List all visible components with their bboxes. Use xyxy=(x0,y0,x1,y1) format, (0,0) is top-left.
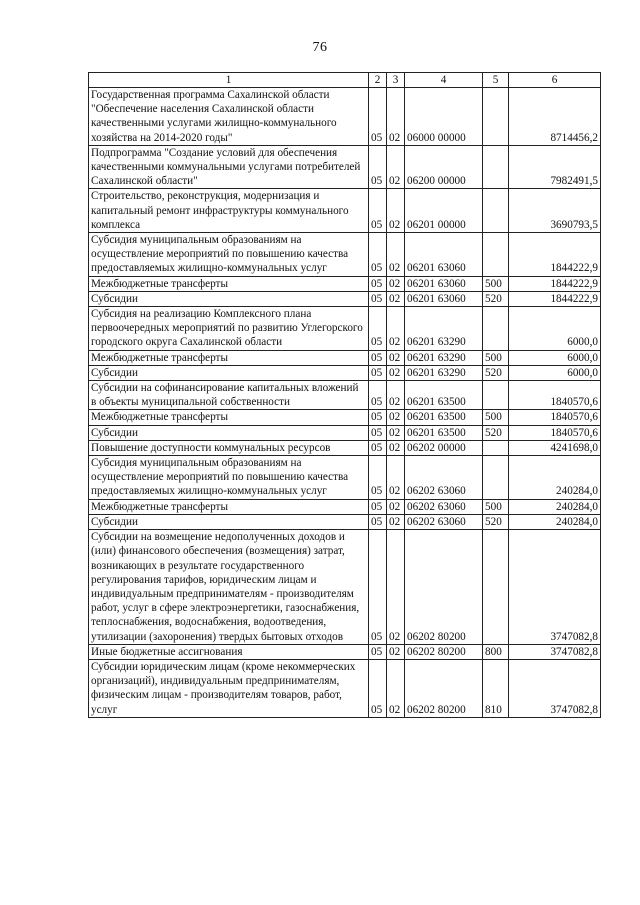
row-subsection-cell: 02 xyxy=(387,189,405,233)
table-row xyxy=(89,659,601,717)
table-row xyxy=(89,291,601,306)
row-subsection-cell: 02 xyxy=(387,499,405,514)
budget-table xyxy=(88,72,601,718)
row-name-cell: Государственная программа Сахалинской области "Обеспечение населения Сахалинской области качественными услугами жилищно-коммунального хозяйства на 2014-2020 годы" xyxy=(89,88,369,146)
row-name-cell: Подпрограмма "Создание условий для обеспечения качественными коммунальными услугами потребителей Сахалинской области" xyxy=(89,145,369,189)
row-expense-type-cell xyxy=(483,88,509,146)
row-name-cell: Строительство, реконструкция, модернизация и капитальный ремонт инфраструктуры коммунального комплекса xyxy=(89,189,369,233)
row-section-cell: 05 xyxy=(369,189,387,233)
table-row xyxy=(89,307,601,351)
row-section-cell: 05 xyxy=(369,291,387,306)
row-section-cell: 05 xyxy=(369,381,387,410)
header-row xyxy=(89,73,601,88)
header-col-3: 3 xyxy=(387,73,405,88)
row-section-cell: 05 xyxy=(369,514,387,529)
table-row xyxy=(89,381,601,410)
row-subsection-cell: 02 xyxy=(387,350,405,365)
row-amount-cell: 240284,0 xyxy=(509,456,601,500)
row-target-article-cell: 06200 00000 xyxy=(405,145,483,189)
table-row xyxy=(89,456,601,500)
row-subsection-cell: 02 xyxy=(387,233,405,277)
row-subsection-cell: 02 xyxy=(387,307,405,351)
row-subsection-cell: 02 xyxy=(387,276,405,291)
page-number: 76 xyxy=(312,40,328,55)
table-row xyxy=(89,350,601,365)
row-expense-type-cell: 520 xyxy=(483,425,509,440)
header-col-4: 4 xyxy=(405,73,483,88)
row-target-article-cell: 06000 00000 xyxy=(405,88,483,146)
row-expense-type-cell xyxy=(483,456,509,500)
row-section-cell: 05 xyxy=(369,145,387,189)
row-name-cell: Субсидия на реализацию Комплексного плана первоочередных мероприятий по развитию Углегорского городского округа Сахалинской области xyxy=(89,307,369,351)
row-name-cell: Межбюджетные трансферты xyxy=(89,410,369,425)
table-row xyxy=(89,233,601,277)
table-row xyxy=(89,410,601,425)
row-expense-type-cell xyxy=(483,530,509,645)
row-target-article-cell: 06202 63060 xyxy=(405,499,483,514)
row-expense-type-cell: 500 xyxy=(483,276,509,291)
row-target-article-cell: 06201 63290 xyxy=(405,307,483,351)
table-row xyxy=(89,644,601,659)
row-section-cell: 05 xyxy=(369,365,387,380)
row-section-cell: 05 xyxy=(369,410,387,425)
header-col-2: 2 xyxy=(369,73,387,88)
row-amount-cell: 4241698,0 xyxy=(509,440,601,455)
row-name-cell: Субсидии xyxy=(89,365,369,380)
row-amount-cell: 1840570,6 xyxy=(509,410,601,425)
row-amount-cell: 1840570,6 xyxy=(509,381,601,410)
row-target-article-cell: 06201 00000 xyxy=(405,189,483,233)
row-target-article-cell: 06202 63060 xyxy=(405,456,483,500)
row-expense-type-cell xyxy=(483,145,509,189)
row-subsection-cell: 02 xyxy=(387,88,405,146)
row-expense-type-cell: 500 xyxy=(483,350,509,365)
row-target-article-cell: 06201 63500 xyxy=(405,425,483,440)
row-section-cell: 05 xyxy=(369,456,387,500)
row-amount-cell: 1844222,9 xyxy=(509,276,601,291)
row-subsection-cell: 02 xyxy=(387,514,405,529)
row-target-article-cell: 06201 63500 xyxy=(405,410,483,425)
row-name-cell: Субсидии xyxy=(89,291,369,306)
row-section-cell: 05 xyxy=(369,276,387,291)
row-expense-type-cell xyxy=(483,307,509,351)
row-subsection-cell: 02 xyxy=(387,456,405,500)
row-subsection-cell: 02 xyxy=(387,425,405,440)
row-subsection-cell: 02 xyxy=(387,644,405,659)
row-section-cell: 05 xyxy=(369,350,387,365)
row-name-cell: Субсидии на возмещение недополученных доходов и (или) финансового обеспечения (возмещения) затрат, возникающих в результате государственного регулирования тарифов, юридическим лицам и индивидуальным предпринимателям - производителям работ, услуг в сфере электроэнергетики, газоснабжения, теплоснабжения, водоснабжения, водоотведения, утилизации (захоронения) твердых бытовых отходов xyxy=(89,530,369,645)
row-target-article-cell: 06202 63060 xyxy=(405,514,483,529)
row-amount-cell: 6000,0 xyxy=(509,307,601,351)
row-section-cell: 05 xyxy=(369,307,387,351)
row-section-cell: 05 xyxy=(369,233,387,277)
row-name-cell: Субсидии юридическим лицам (кроме некоммерческих организаций), индивидуальным предпринимателям, физическим лицам - производителям товаров, работ, услуг xyxy=(89,659,369,717)
row-name-cell: Повышение доступности коммунальных ресурсов xyxy=(89,440,369,455)
header-col-5: 5 xyxy=(483,73,509,88)
row-subsection-cell: 02 xyxy=(387,410,405,425)
row-target-article-cell: 06201 63060 xyxy=(405,276,483,291)
row-section-cell: 05 xyxy=(369,644,387,659)
row-name-cell: Межбюджетные трансферты xyxy=(89,499,369,514)
row-amount-cell: 1844222,9 xyxy=(509,291,601,306)
row-expense-type-cell: 800 xyxy=(483,644,509,659)
row-expense-type-cell: 500 xyxy=(483,499,509,514)
row-amount-cell: 3747082,8 xyxy=(509,659,601,717)
row-amount-cell: 7982491,5 xyxy=(509,145,601,189)
row-expense-type-cell xyxy=(483,189,509,233)
row-amount-cell: 240284,0 xyxy=(509,499,601,514)
row-amount-cell: 3747082,8 xyxy=(509,530,601,645)
row-target-article-cell: 06202 80200 xyxy=(405,659,483,717)
row-amount-cell: 8714456,2 xyxy=(509,88,601,146)
row-target-article-cell: 06201 63500 xyxy=(405,381,483,410)
row-name-cell: Субсидии xyxy=(89,514,369,529)
row-section-cell: 05 xyxy=(369,530,387,645)
row-subsection-cell: 02 xyxy=(387,530,405,645)
row-section-cell: 05 xyxy=(369,425,387,440)
row-section-cell: 05 xyxy=(369,440,387,455)
row-amount-cell: 1840570,6 xyxy=(509,425,601,440)
row-subsection-cell: 02 xyxy=(387,659,405,717)
header-col-1: 1 xyxy=(89,73,369,88)
header-col-6: 6 xyxy=(509,73,601,88)
row-expense-type-cell xyxy=(483,381,509,410)
table-row xyxy=(89,440,601,455)
row-name-cell: Субсидии на софинансирование капитальных вложений в объекты муниципальной собственности xyxy=(89,381,369,410)
row-expense-type-cell xyxy=(483,233,509,277)
row-expense-type-cell: 500 xyxy=(483,410,509,425)
table-row xyxy=(89,365,601,380)
row-target-article-cell: 06201 63290 xyxy=(405,365,483,380)
table-row xyxy=(89,145,601,189)
row-name-cell: Иные бюджетные ассигнования xyxy=(89,644,369,659)
row-name-cell: Субсидии xyxy=(89,425,369,440)
row-subsection-cell: 02 xyxy=(387,381,405,410)
row-subsection-cell: 02 xyxy=(387,365,405,380)
row-name-cell: Субсидия муниципальным образованиям на осуществление мероприятий по повышению качества предоставляемых жилищно-коммунальных услуг xyxy=(89,233,369,277)
row-target-article-cell: 06202 80200 xyxy=(405,530,483,645)
table-row xyxy=(89,88,601,146)
table-row xyxy=(89,276,601,291)
row-target-article-cell: 06201 63290 xyxy=(405,350,483,365)
row-amount-cell: 3690793,5 xyxy=(509,189,601,233)
row-amount-cell: 240284,0 xyxy=(509,514,601,529)
row-target-article-cell: 06202 80200 xyxy=(405,644,483,659)
row-section-cell: 05 xyxy=(369,88,387,146)
row-expense-type-cell: 810 xyxy=(483,659,509,717)
table-row xyxy=(89,425,601,440)
row-expense-type-cell: 520 xyxy=(483,365,509,380)
table-row xyxy=(89,530,601,645)
table-header xyxy=(89,73,601,88)
row-expense-type-cell xyxy=(483,440,509,455)
row-subsection-cell: 02 xyxy=(387,145,405,189)
row-amount-cell: 1844222,9 xyxy=(509,233,601,277)
row-subsection-cell: 02 xyxy=(387,291,405,306)
row-subsection-cell: 02 xyxy=(387,440,405,455)
table-row xyxy=(89,499,601,514)
row-name-cell: Межбюджетные трансферты xyxy=(89,350,369,365)
table-row xyxy=(89,514,601,529)
row-expense-type-cell: 520 xyxy=(483,291,509,306)
row-section-cell: 05 xyxy=(369,659,387,717)
row-expense-type-cell: 520 xyxy=(483,514,509,529)
row-section-cell: 05 xyxy=(369,499,387,514)
row-amount-cell: 3747082,8 xyxy=(509,644,601,659)
table-body xyxy=(89,88,601,718)
row-target-article-cell: 06202 00000 xyxy=(405,440,483,455)
row-target-article-cell: 06201 63060 xyxy=(405,233,483,277)
row-name-cell: Межбюджетные трансферты xyxy=(89,276,369,291)
table-row xyxy=(89,189,601,233)
row-amount-cell: 6000,0 xyxy=(509,365,601,380)
row-name-cell: Субсидия муниципальным образованиям на осуществление мероприятий по повышению качества предоставляемых жилищно-коммунальных услуг xyxy=(89,456,369,500)
row-amount-cell: 6000,0 xyxy=(509,350,601,365)
row-target-article-cell: 06201 63060 xyxy=(405,291,483,306)
